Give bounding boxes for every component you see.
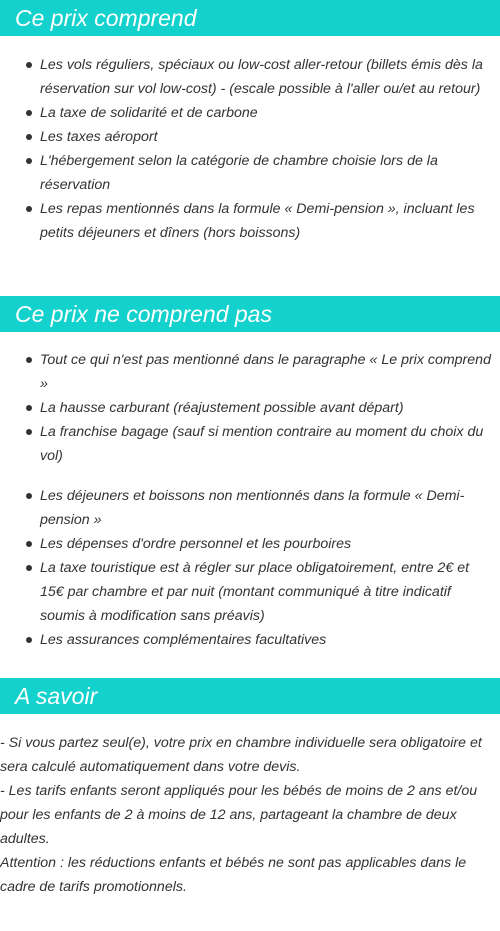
list-item: Les déjeuners et boissons non mentionnés dans la formule « Demi-pension » xyxy=(0,484,500,532)
list-item: Les assurances complémentaires facultatives xyxy=(0,628,500,652)
list-item: Les repas mentionnés dans la formule « Demi-pension », incluant les petits déjeuners et dîners (hors boissons) xyxy=(0,197,500,245)
list-item: Les dépenses d'ordre personnel et les pourboires xyxy=(0,532,500,556)
info-paragraph: - Si vous partez seul(e), votre prix en chambre individuelle sera obligatoire et sera calculé automatiquement dans votre devis. xyxy=(0,735,482,775)
list-item: Les vols réguliers, spéciaux ou low-cost aller-retour (billets émis dès la réservation sur vol low-cost) - (escale possible à l'aller ou/et au retour) xyxy=(0,53,500,101)
excludes-list xyxy=(0,348,500,652)
list-item: La franchise bagage (sauf si mention contraire au moment du choix du vol) xyxy=(0,420,500,468)
list-item: Les taxes aéroport xyxy=(0,125,500,149)
info-text xyxy=(0,731,500,899)
section-title-info: A savoir xyxy=(0,678,500,714)
list-item: La hausse carburant (réajustement possible avant départ) xyxy=(0,396,500,420)
includes-list xyxy=(0,53,500,245)
list-item: La taxe de solidarité et de carbone xyxy=(0,101,500,125)
section-title-includes: Ce prix comprend xyxy=(0,0,500,36)
list-item: La taxe touristique est à régler sur place obligatoirement, entre 2€ et 15€ par chambre et par nuit (montant communiqué à titre indicatif soumis à modification sans préavis) xyxy=(0,556,500,628)
list-item: Tout ce qui n'est pas mentionné dans le paragraphe « Le prix comprend » xyxy=(0,348,500,396)
info-paragraph: - Les tarifs enfants seront appliqués pour les bébés de moins de 2 ans et/ou pour les enfants de 2 à moins de 12 ans, partageant la chambre de deux adultes. xyxy=(0,783,478,847)
section-title-excludes: Ce prix ne comprend pas xyxy=(0,296,500,332)
info-paragraph: Attention : les réductions enfants et bébés ne sont pas applicables dans le cadre de tarifs promotionnels. xyxy=(0,855,467,895)
list-item: L'hébergement selon la catégorie de chambre choisie lors de la réservation xyxy=(0,149,500,197)
